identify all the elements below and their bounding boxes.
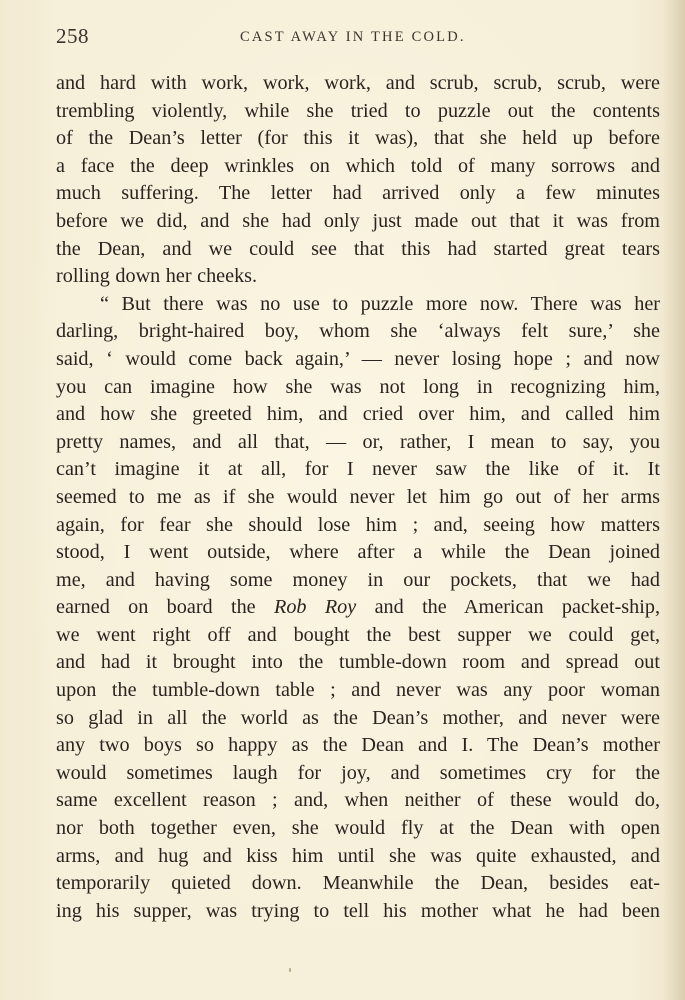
text-line: and had it brought into the tumble-down room and spread out xyxy=(56,651,660,674)
ship-name-italic: Rob Roy xyxy=(273,596,357,619)
text-segment: earned on board the xyxy=(56,596,274,619)
text-line: any two boys so happy as the Dean and I. The Dean’s mother xyxy=(56,734,660,757)
text-line: can’t imagine it at all, for I never saw the like of it. It xyxy=(56,458,660,481)
paper-speck xyxy=(289,968,291,972)
text-line: of the Dean’s letter (for this it was), that she held up before xyxy=(56,127,660,150)
running-header xyxy=(56,24,657,52)
text-line: again, for fear she should lose him ; and, seeing how matters xyxy=(56,513,660,536)
running-title: CAST AWAY IN THE COLD. xyxy=(240,29,466,45)
text-line: seemed to me as if she would never let him go out of her arms xyxy=(56,485,660,508)
text-line: and how she greeted him, and cried over him, and called him xyxy=(56,403,660,426)
text-segment: and the American packet-ship, xyxy=(356,596,660,619)
text-line: me, and having some money in our pockets, that we had xyxy=(56,568,660,591)
text-line: would sometimes laugh for joy, and sometimes cry for the xyxy=(56,761,660,784)
text-line: a face the deep wrinkles on which told of many sorrows and xyxy=(56,154,660,177)
text-line: temporarily quieted down. Meanwhile the Dean, besides eat- xyxy=(56,872,660,895)
text-line: you can imagine how she was not long in recognizing him, xyxy=(56,375,660,398)
text-line: and hard with work, work, work, and scrub, scrub, scrub, were xyxy=(56,72,660,94)
text-line: trembling violently, while she tried to puzzle out the contents xyxy=(56,99,660,122)
page-edge-shadow xyxy=(663,0,685,1000)
text-line: before we did, and she had only just made out that it was from xyxy=(56,209,660,232)
text-line: upon the tumble-down table ; and never was any poor woman xyxy=(56,679,660,702)
paragraph-1 xyxy=(56,70,660,291)
text-line: so glad in all the world as the Dean’s mother, and never were xyxy=(56,706,660,729)
text-line: same excellent reason ; and, when neither of these would do, xyxy=(56,789,660,812)
text-line: pretty names, and all that, — or, rather, I mean to say, you xyxy=(56,430,660,453)
paragraph-2 xyxy=(56,291,660,926)
text-line: darling, bright-haired boy, whom she ‘always felt sure,’ she xyxy=(56,320,660,343)
text-line: stood, I went outside, where after a while the Dean joined xyxy=(56,541,660,564)
body-text xyxy=(56,70,660,925)
text-line: we went right off and bought the best supper we could get, xyxy=(56,623,660,646)
text-line: the Dean, and we could see that this had started great tears xyxy=(56,237,660,260)
text-line: arms, and hug and kiss him until she was quite exhausted, and xyxy=(56,844,660,867)
text-line: ing his supper, was trying to tell his mother what he had been xyxy=(56,899,660,922)
page-number: 258 xyxy=(56,24,89,48)
text-line-rob-roy xyxy=(56,594,660,622)
text-line: “ But there was no use to puzzle more now. There was her xyxy=(100,292,660,315)
text-line: said, ‘ would come back again,’ — never losing hope ; and now xyxy=(56,347,660,370)
text-line: rolling down her cheeks. xyxy=(56,265,258,288)
text-line: much suffering. The letter had arrived only a few minutes xyxy=(56,182,660,205)
text-line: nor both together even, she would fly at the Dean with open xyxy=(56,817,660,840)
